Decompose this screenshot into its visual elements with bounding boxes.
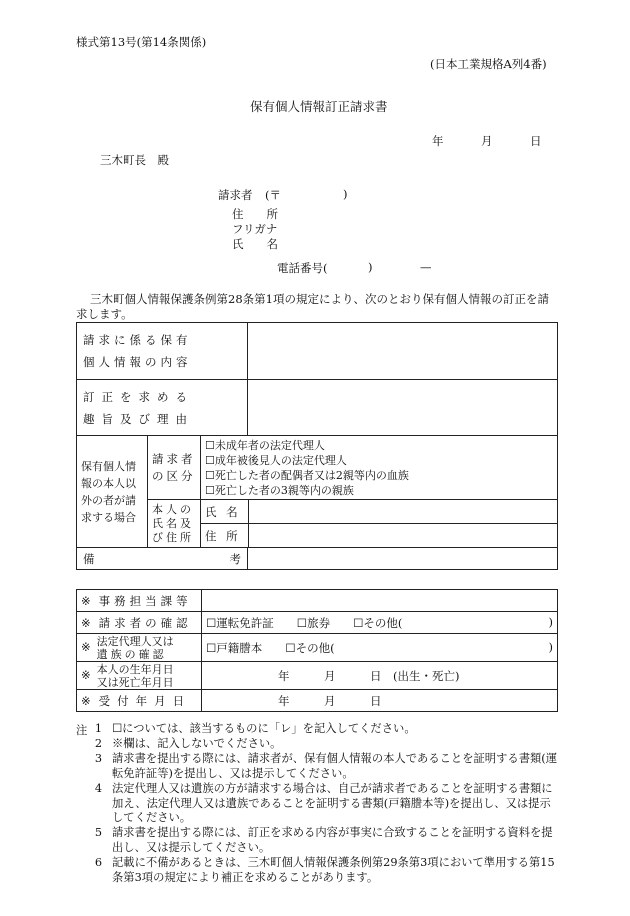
requester-category-options[interactable] (201, 436, 558, 500)
principal-name-field[interactable] (248, 500, 557, 524)
birth-death-date: 年 月 日 (出生・死亡) (202, 662, 558, 690)
note-item: 5 請求書を提出する際には、訂正を求める内容が事実に合致することを証明する資料を提出し、又は提示してください。 (94, 826, 553, 854)
office-row-received-label: ※ 受付年月日 (77, 690, 202, 712)
category-option[interactable]: ☐死亡した者の3親等内の親族 (205, 483, 354, 497)
date-year: 年 (432, 134, 444, 148)
note-item: 4 法定代理人又は遺族の方が請求する場合は、自己が請求者であることを証明する書類に加え、法定代理人又は遺族であることを証明する書類(戸籍謄本等)を提出し、又は提示してください。 (94, 782, 553, 825)
remarks-field[interactable] (248, 548, 558, 570)
id-document-options[interactable]: ☐運転免許証 ☐旅券 ☐その他( ) (202, 612, 558, 634)
note-item: 1 ☐については、該当するものに「レ」を記入してください。 (94, 722, 416, 735)
office-table (76, 589, 558, 712)
intro-line-2: 求します。 (76, 307, 133, 321)
principal-info-cell (201, 500, 558, 548)
category-option[interactable]: ☐死亡した者の配偶者又は2親等内の血族 (205, 468, 409, 482)
addressee: 三木町長 殿 (100, 153, 169, 167)
correction-reason-field[interactable] (248, 380, 558, 436)
office-row-birth-death-label: ※ 本人の生年月日 又は死亡年月日 (77, 662, 202, 690)
request-content-label: 請求に係る保有 個人情報の内容 (77, 323, 248, 380)
intro-line-1: 三木町個人情報保護条例第28条第1項の規定により、次のとおり保有個人情報の訂正を請 (90, 292, 549, 306)
requester-category-label: 請求者 の区分 (148, 436, 201, 500)
principal-address-label: 住 所 (201, 524, 248, 548)
category-option[interactable]: ☐成年被後見人の法定代理人 (205, 453, 347, 467)
postal-open: (〒 (265, 188, 281, 202)
page-title: 保有個人情報訂正請求書 (250, 99, 388, 114)
note-item: 2 ※欄は、記入しないでください。 (94, 737, 282, 750)
department-field (202, 590, 558, 612)
principal-address-field[interactable] (248, 524, 557, 548)
remarks-label: 備 考 (77, 548, 248, 570)
note-item: 3 請求書を提出する際には、請求者が、保有個人情報の本人であることを証明する書類(運転免許証等)を提出し、又は提示してください。 (94, 752, 557, 780)
notes-prefix: 注 (76, 724, 88, 737)
note-item: 6 記載に不備があるときは、三木町個人情報保護条例第29条第3項において準用する第15条第3項の規定により補正を求めることがあります。 (94, 856, 555, 884)
received-date: 年 月 日 (202, 690, 558, 712)
correction-reason-label: 訂正を求める 趣旨及び理由 (77, 380, 248, 436)
office-row-requester-check-label: ※ 請求者の確認 (77, 612, 202, 634)
proxy-label: 保有個人情 報の本人以 外の者が請 求する場合 (77, 436, 148, 548)
postal-close: ) (343, 187, 348, 201)
proxy-document-options[interactable]: ☐戸籍謄本 ☐その他( ) (202, 634, 558, 662)
date-day: 日 (530, 134, 542, 148)
address-label: 住 所 (232, 207, 278, 221)
phone-dash: — (420, 260, 432, 274)
requester-label: 請求者 (218, 188, 253, 202)
request-table (76, 322, 558, 570)
phone-close: ) (368, 260, 373, 274)
office-row-proxy-check-label: ※ 法定代理人又は 遺族の確認 (77, 634, 202, 662)
principal-name-label: 氏 名 (201, 500, 248, 524)
form-number: 様式第13号(第14条関係) (76, 35, 207, 49)
category-option[interactable]: ☐未成年者の法定代理人 (205, 438, 325, 452)
principal-label: 本人の 氏名及 び住所 (148, 500, 201, 548)
request-content-field[interactable] (248, 323, 558, 380)
phone-label: 電話番号( (277, 261, 328, 275)
name-label: 氏 名 (232, 237, 278, 251)
date-month: 月 (481, 134, 493, 148)
office-row-department-label: ※ 事務担当課等 (77, 590, 202, 612)
furigana-label: フリガナ (232, 222, 278, 236)
paper-size: (日本工業規格A列4番) (430, 57, 547, 71)
